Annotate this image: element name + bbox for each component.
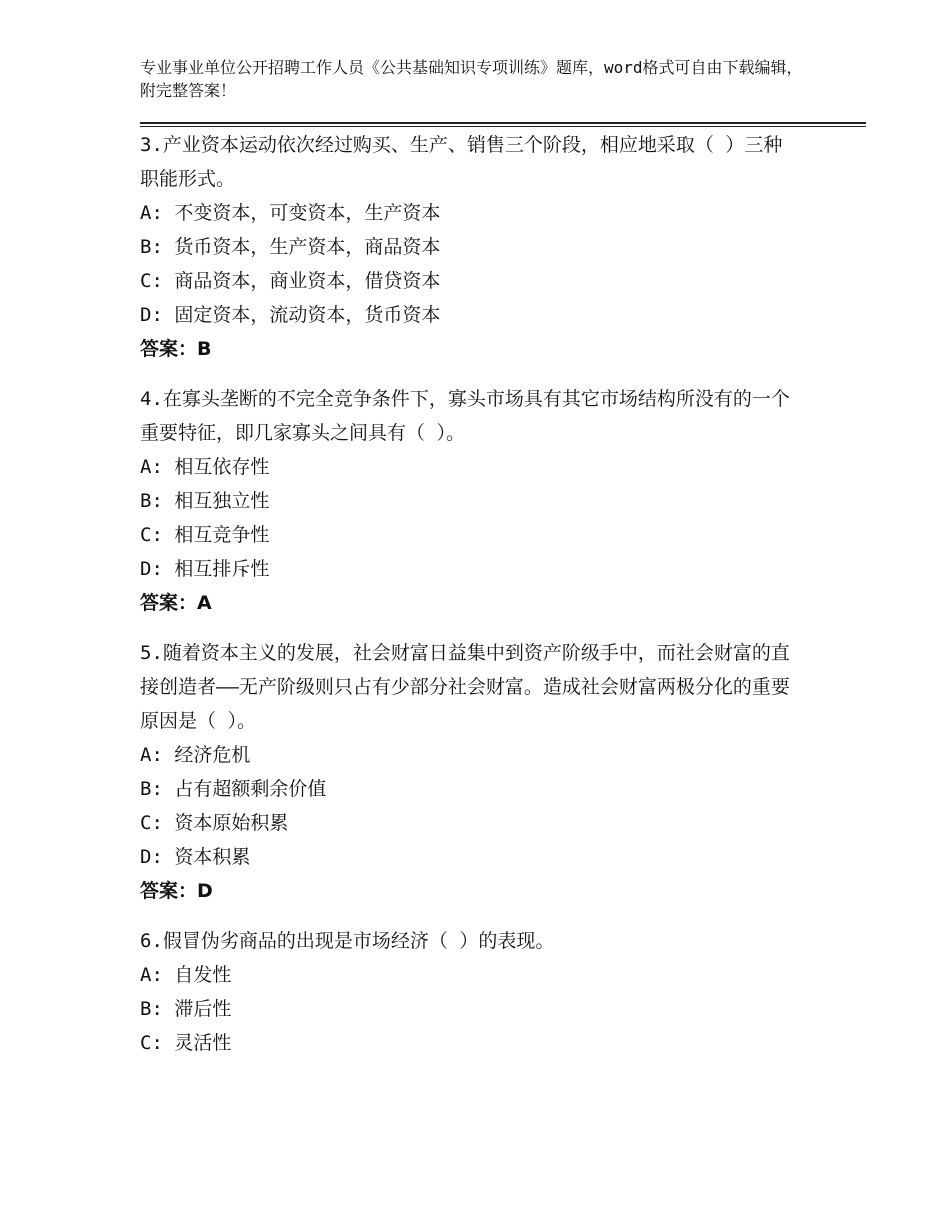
answer-line: 答案：D <box>140 880 213 902</box>
answer-line: 答案：B <box>140 338 212 360</box>
header-rule-thick <box>140 122 866 124</box>
answer-line: 答案：A <box>140 592 212 614</box>
option-b: B: 相互独立性 <box>140 490 270 512</box>
option-a: A: 自发性 <box>140 964 232 986</box>
option-c: C: 灵活性 <box>140 1032 232 1054</box>
option-a: A: 不变资本，可变资本，生产资本 <box>140 202 441 224</box>
option-c: C: 商品资本，商业资本，借贷资本 <box>140 270 441 292</box>
question-stem: 4.在寡头垄断的不完全竞争条件下，寡头市场具有其它市场结构所没有的一个重要特征，即几家寡头之间具有（ ）。 <box>140 388 790 444</box>
question-stem: 3.产业资本运动依次经过购买、生产、销售三个阶段，相应地采取（ ）三种职能形式。 <box>140 134 783 190</box>
option-d: D: 相互排斥性 <box>140 558 270 580</box>
question-list <box>140 128 800 1076</box>
page-header: 专业事业单位公开招聘工作人员《公共基础知识专项训练》题库，word格式可自由下载编辑，附完整答案！ <box>140 58 803 100</box>
question-5 <box>140 636 800 908</box>
option-b: B: 滞后性 <box>140 998 232 1020</box>
option-c: C: 资本原始积累 <box>140 812 289 834</box>
option-b: B: 占有超额剩余价值 <box>140 778 327 800</box>
question-3 <box>140 128 800 366</box>
option-a: A: 相互依存性 <box>140 456 270 478</box>
option-d: D: 资本积累 <box>140 846 251 868</box>
question-6 <box>140 924 800 1060</box>
header-rule-thin <box>140 126 866 127</box>
question-stem: 5.随着资本主义的发展，社会财富日益集中到资产阶级手中，而社会财富的直接创造者——无产阶级则只占有少部分社会财富。造成社会财富两极分化的重要原因是（ ）。 <box>140 642 790 732</box>
question-4 <box>140 382 800 620</box>
option-c: C: 相互竞争性 <box>140 524 270 546</box>
option-a: A: 经济危机 <box>140 744 251 766</box>
question-stem: 6.假冒伪劣商品的出现是市场经济（ ）的表现。 <box>140 930 555 952</box>
option-b: B: 货币资本，生产资本，商品资本 <box>140 236 441 258</box>
option-d: D: 固定资本，流动资本，货币资本 <box>140 304 441 326</box>
